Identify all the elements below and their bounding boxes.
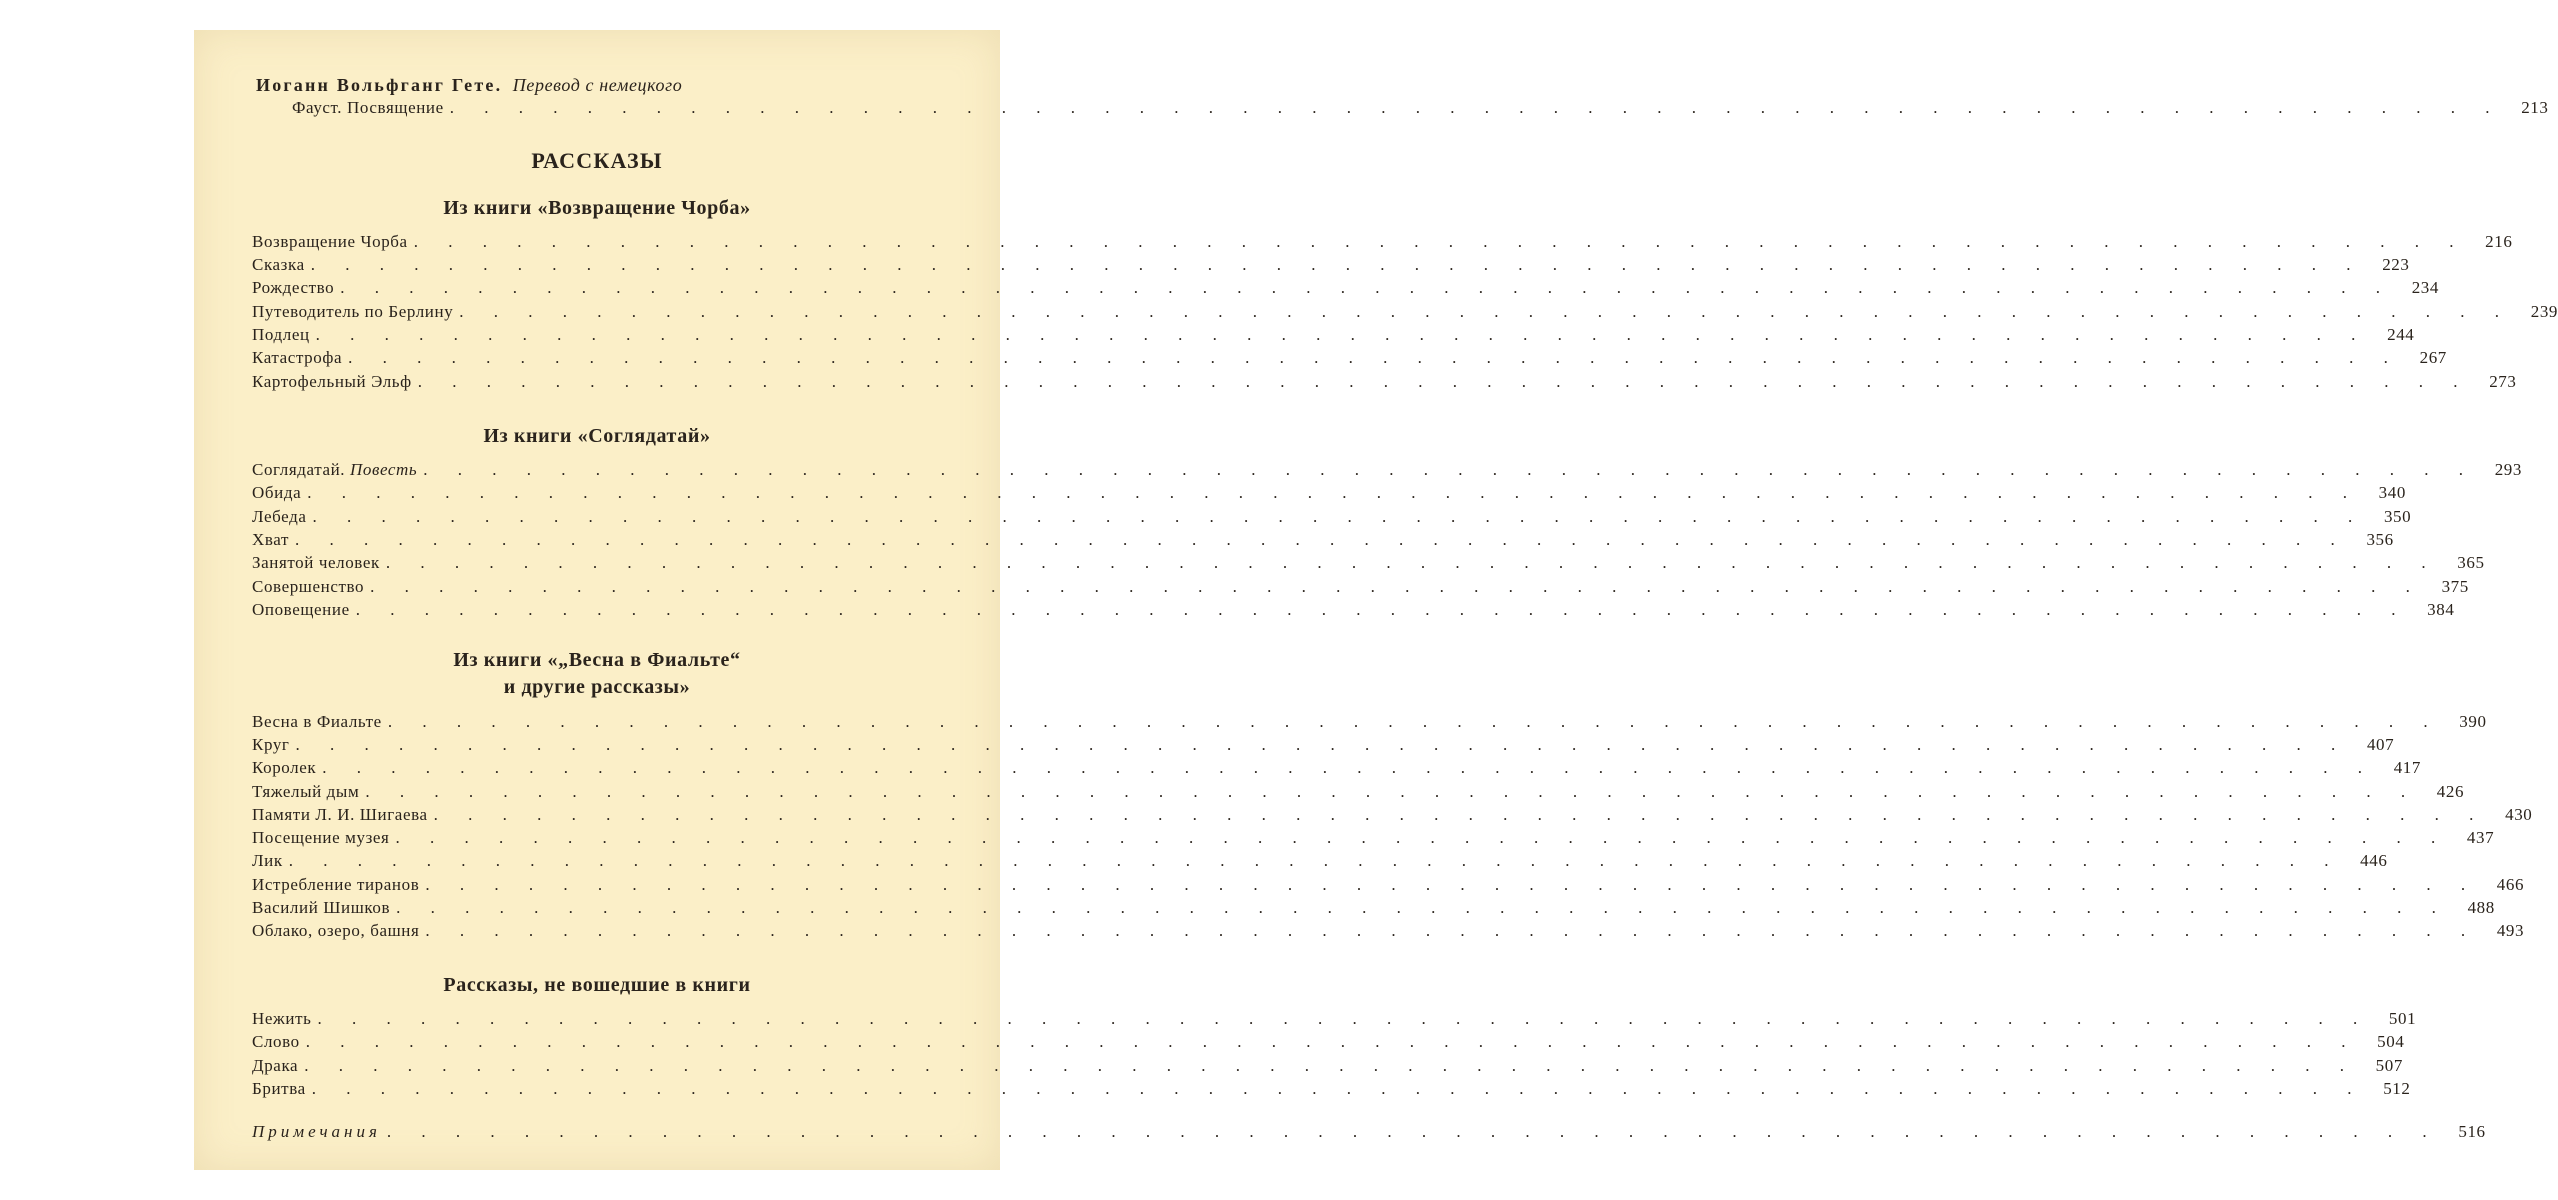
toc-entry[interactable]	[252, 1077, 2411, 1101]
entry-page: 407	[2366, 735, 2395, 754]
dot-leader: . . . . . . . . . . . . . . . . . . . . . . . . . . . . . . . . . . . . . . . . . . . . . . . . . . . . . . . . . . . .	[307, 483, 2360, 502]
entry-page: 501	[2388, 1009, 2417, 1028]
entry-page: 234	[2411, 278, 2440, 297]
entry-page: 223	[2382, 255, 2410, 274]
entry-title: Тяжелый дым	[252, 782, 360, 801]
dot-leader: . . . . . . . . . . . . . . . . . . . . . . . . . . . . . . . . . . . . . . . . . . . . . . . . . . . . . . . . . . . .	[305, 1032, 2359, 1051]
toc-entry[interactable]	[252, 528, 2394, 552]
entry-title: Картофельный Эльф	[252, 372, 412, 391]
entry-title: Посещение музея	[252, 828, 390, 847]
section-heading: РАССКАЗЫ	[531, 148, 663, 173]
entry-title: Сказка	[252, 255, 305, 274]
entry-page: 350	[2383, 507, 2412, 526]
toc-entry[interactable]	[252, 458, 2522, 482]
entry-page: 430	[2505, 805, 2533, 824]
toc-entry[interactable]	[252, 551, 2485, 575]
entry-subtitle: Повесть	[350, 460, 418, 479]
dot-leader: . . . . . . . . . . . . . . . . . . . . . . . . . . . . . . . . . . . . . . . . . . . . . . . . . . . . . . . . . . . .	[370, 577, 2423, 596]
dot-leader: . . . . . . . . . . . . . . . . . . . . . . . . . . . . . . . . . . . . . . . . . . . . . . . . . . . . . . . . . . . .	[423, 460, 2476, 479]
entry-title: Весна в Фиальте	[252, 712, 382, 731]
dot-leader: . . . . . . . . . . . . . . . . . . . . . . . . . . . . . . . . . . . . . . . . . . . . . . . . . . . . . . . . . . . .	[459, 302, 2513, 321]
entry-title: Возвращение Чорба	[252, 232, 408, 251]
entry-title: Памяти Л. И. Шигаева	[252, 805, 428, 824]
entry-page: 390	[2459, 712, 2487, 731]
dot-leader: . . . . . . . . . . . . . . . . . . . . . . . . . . . . . . . . . . . . . . . . . . . . . . . . . . . . . . . . . . . .	[312, 507, 2366, 526]
entry-page: 417	[2393, 758, 2422, 777]
entry-page: 384	[2427, 600, 2455, 619]
entry-page: 507	[2375, 1056, 2403, 1075]
toc-entry[interactable]	[252, 300, 2558, 324]
entry-title: Королек	[252, 758, 317, 777]
dot-leader: . . . . . . . . . . . . . . . . . . . . . . . . . . . . . . . . . . . . . . . . . . . . . . . . . . . . . . . . . . . .	[433, 805, 2487, 824]
dot-leader: . . . . . . . . . . . . . . . . . . . . . . . . . . . . . . . . . . . . . . . . . . . . . . . . . . . . . . . . . . . .	[395, 828, 2449, 847]
entry-page: 512	[2383, 1079, 2411, 1098]
entry-title: Бритва	[252, 1079, 306, 1098]
author-name: Иоганн Вольфганг Гете.	[256, 75, 503, 95]
entry-title: Примечания	[252, 1122, 381, 1141]
dot-leader: . . . . . . . . . . . . . . . . . . . . . . . . . . . . . . . . . . . . . . . . . . . . . . . . . . . . . . . . . . . .	[386, 1122, 2440, 1141]
entry-title	[252, 458, 417, 482]
book-heading: Из книги «Возвращение Чорба»	[443, 197, 751, 219]
entry-page: 446	[2360, 851, 2388, 870]
entry-page: 516	[2458, 1122, 2486, 1141]
dot-leader: . . . . . . . . . . . . . . . . . . . . . . . . . . . . . . . . . . . . . . . . . . . . . . . . . . . . . . . . . . . .	[310, 255, 2364, 274]
entry-page: 216	[2485, 232, 2513, 251]
dot-leader: . . . . . . . . . . . . . . . . . . . . . . . . . . . . . . . . . . . . . . . . . . . . . . . . . . . . . . . . . . . .	[425, 875, 2479, 894]
entry-title: Круг	[252, 735, 290, 754]
entry-page: 437	[2466, 828, 2495, 847]
entry-title: Оповещение	[252, 600, 350, 619]
entry-page: 267	[2419, 348, 2447, 367]
book-heading: Из книги «Соглядатай»	[483, 425, 711, 447]
toc-entry[interactable]	[252, 849, 2388, 873]
dot-leader: . . . . . . . . . . . . . . . . . . . . . . . . . . . . . . . . . . . . . . . . . . . . . . . . . . . . . . . . . . . .	[295, 530, 2348, 549]
entry-title: Подлец	[252, 325, 310, 344]
book-heading-line: Из книги «„Весна в Фиальте“	[453, 649, 741, 671]
toc-entry[interactable]	[252, 276, 2440, 300]
toc-entry[interactable]	[252, 1054, 2403, 1078]
dot-leader: . . . . . . . . . . . . . . . . . . . . . . . . . . . . . . . . . . . . . . . . . . . . . . . . . . . . . . . . . . . .	[348, 348, 2401, 367]
dot-leader: . . . . . . . . . . . . . . . . . . . . . . . . . . . . . . . . . . . . . . . . . . . . . . . . . . . . . . . . . . . .	[304, 1056, 2357, 1075]
entry-title: Фауст. Посвящение	[292, 98, 444, 117]
entry-page: 213	[2521, 98, 2549, 117]
dot-leader: . . . . . . . . . . . . . . . . . . . . . . . . . . . . . . . . . . . . . . . . . . . . . . . . . . . . . . . . . . . .	[385, 553, 2439, 572]
dot-leader: . . . . . . . . . . . . . . . . . . . . . . . . . . . . . . . . . . . . . . . . . . . . . . . . . . . . . . . . . . . .	[413, 232, 2467, 251]
toc-entry[interactable]	[252, 756, 2422, 780]
entry-title-text: Соглядатай.	[252, 460, 346, 479]
author-line	[256, 74, 682, 96]
entry-page: 493	[2496, 921, 2525, 940]
entry-page: 375	[2441, 577, 2469, 596]
entry-title: Обида	[252, 483, 302, 502]
entry-page: 293	[2494, 460, 2522, 479]
toc-entry[interactable]	[252, 370, 2517, 394]
book-page	[194, 30, 2558, 1170]
book-heading-line: и другие рассказы»	[503, 676, 691, 698]
entry-title: Нежить	[252, 1009, 312, 1028]
entry-page: 356	[2366, 530, 2394, 549]
entry-title: Облако, озеро, башня	[252, 921, 420, 940]
entry-page: 273	[2489, 372, 2517, 391]
translation-note: Перевод с немецкого	[512, 75, 683, 95]
entry-title: Рождество	[252, 278, 335, 297]
dot-leader: . . . . . . . . . . . . . . . . . . . . . . . . . . . . . . . . . . . . . . . . . . . . . . . . . . . . . . . . . . . .	[355, 600, 2409, 619]
entry-page: 504	[2377, 1032, 2405, 1051]
book-heading: Рассказы, не вошедшие в книги	[443, 974, 751, 996]
toc-entry[interactable]	[252, 780, 2465, 804]
dot-leader: . . . . . . . . . . . . . . . . . . . . . . . . . . . . . . . . . . . . . . . . . . . . . . . . . . . . . . . . . . . .	[365, 782, 2419, 801]
entry-title: Лебеда	[252, 507, 307, 526]
toc-entry[interactable]	[252, 253, 2410, 277]
entry-title: Драка	[252, 1056, 299, 1075]
entry-title: Слово	[252, 1032, 300, 1051]
dot-leader: . . . . . . . . . . . . . . . . . . . . . . . . . . . . . . . . . . . . . . . . . . . . . . . . . . . . . . . . . . . .	[315, 325, 2369, 344]
entry-title: Занятой человек	[252, 553, 380, 572]
toc-entry[interactable]	[252, 733, 2395, 757]
entry-title: Катастрофа	[252, 348, 343, 367]
entry-title: Лик	[252, 851, 283, 870]
toc-entry[interactable]	[252, 481, 2406, 505]
toc-entry[interactable]	[252, 505, 2412, 529]
toc-entry[interactable]	[252, 896, 2495, 920]
toc-entry[interactable]	[292, 96, 2549, 120]
toc-entry[interactable]	[252, 826, 2495, 850]
toc-entry[interactable]	[252, 323, 2415, 347]
toc-entry[interactable]	[252, 598, 2455, 622]
dot-leader: . . . . . . . . . . . . . . . . . . . . . . . . . . . . . . . . . . . . . . . . . . . . . . . . . . . . . . . . . . . .	[449, 98, 2503, 117]
toc-entry[interactable]	[252, 230, 2513, 254]
dot-leader: . . . . . . . . . . . . . . . . . . . . . . . . . . . . . . . . . . . . . . . . . . . . . . . . . . . . . . . . . . . .	[396, 898, 2449, 917]
dot-leader: . . . . . . . . . . . . . . . . . . . . . . . . . . . . . . . . . . . . . . . . . . . . . . . . . . . . . . . . . . . .	[417, 372, 2471, 391]
toc-entry-notes[interactable]	[252, 1120, 2486, 1144]
entry-title: Путеводитель по Берлину	[252, 302, 454, 321]
dot-leader: . . . . . . . . . . . . . . . . . . . . . . . . . . . . . . . . . . . . . . . . . . . . . . . . . . . . . . . . . . . .	[288, 851, 2342, 870]
entry-page: 365	[2457, 553, 2485, 572]
entry-page: 340	[2378, 483, 2406, 502]
toc-entry[interactable]	[252, 346, 2447, 370]
entry-title: Совершенство	[252, 577, 365, 596]
toc-entry[interactable]	[252, 803, 2533, 827]
entry-page: 426	[2436, 782, 2465, 801]
entry-page: 488	[2467, 898, 2495, 917]
dot-leader: . . . . . . . . . . . . . . . . . . . . . . . . . . . . . . . . . . . . . . . . . . . . . . . . . . . . . . . . . . . .	[425, 921, 2479, 940]
entry-title: Василий Шишков	[252, 898, 391, 917]
dot-leader: . . . . . . . . . . . . . . . . . . . . . . . . . . . . . . . . . . . . . . . . . . . . . . . . . . . . . . . . . . . .	[295, 735, 2349, 754]
entry-title: Истребление тиранов	[252, 875, 420, 894]
toc-entry[interactable]	[252, 1007, 2417, 1031]
toc-entry[interactable]	[252, 575, 2469, 599]
entry-title: Хват	[252, 530, 290, 549]
dot-leader: . . . . . . . . . . . . . . . . . . . . . . . . . . . . . . . . . . . . . . . . . . . . . . . . . . . . . . . . . . . .	[387, 712, 2441, 731]
book-heading	[194, 647, 1000, 701]
entry-page: 244	[2387, 325, 2415, 344]
toc-entry[interactable]	[252, 919, 2525, 943]
toc-entry[interactable]	[252, 710, 2487, 734]
entry-page: 466	[2496, 875, 2525, 894]
dot-leader: . . . . . . . . . . . . . . . . . . . . . . . . . . . . . . . . . . . . . . . . . . . . . . . . . . . . . . . . . . . .	[311, 1079, 2365, 1098]
dot-leader: . . . . . . . . . . . . . . . . . . . . . . . . . . . . . . . . . . . . . . . . . . . . . . . . . . . . . . . . . . . .	[317, 1009, 2371, 1028]
dot-leader: . . . . . . . . . . . . . . . . . . . . . . . . . . . . . . . . . . . . . . . . . . . . . . . . . . . . . . . . . . . .	[322, 758, 2376, 777]
entry-page: 239	[2530, 302, 2558, 321]
toc-entry[interactable]	[252, 873, 2525, 897]
toc-entry[interactable]	[252, 1030, 2405, 1054]
dot-leader: . . . . . . . . . . . . . . . . . . . . . . . . . . . . . . . . . . . . . . . . . . . . . . . . . . . . . . . . . . . .	[340, 278, 2394, 297]
